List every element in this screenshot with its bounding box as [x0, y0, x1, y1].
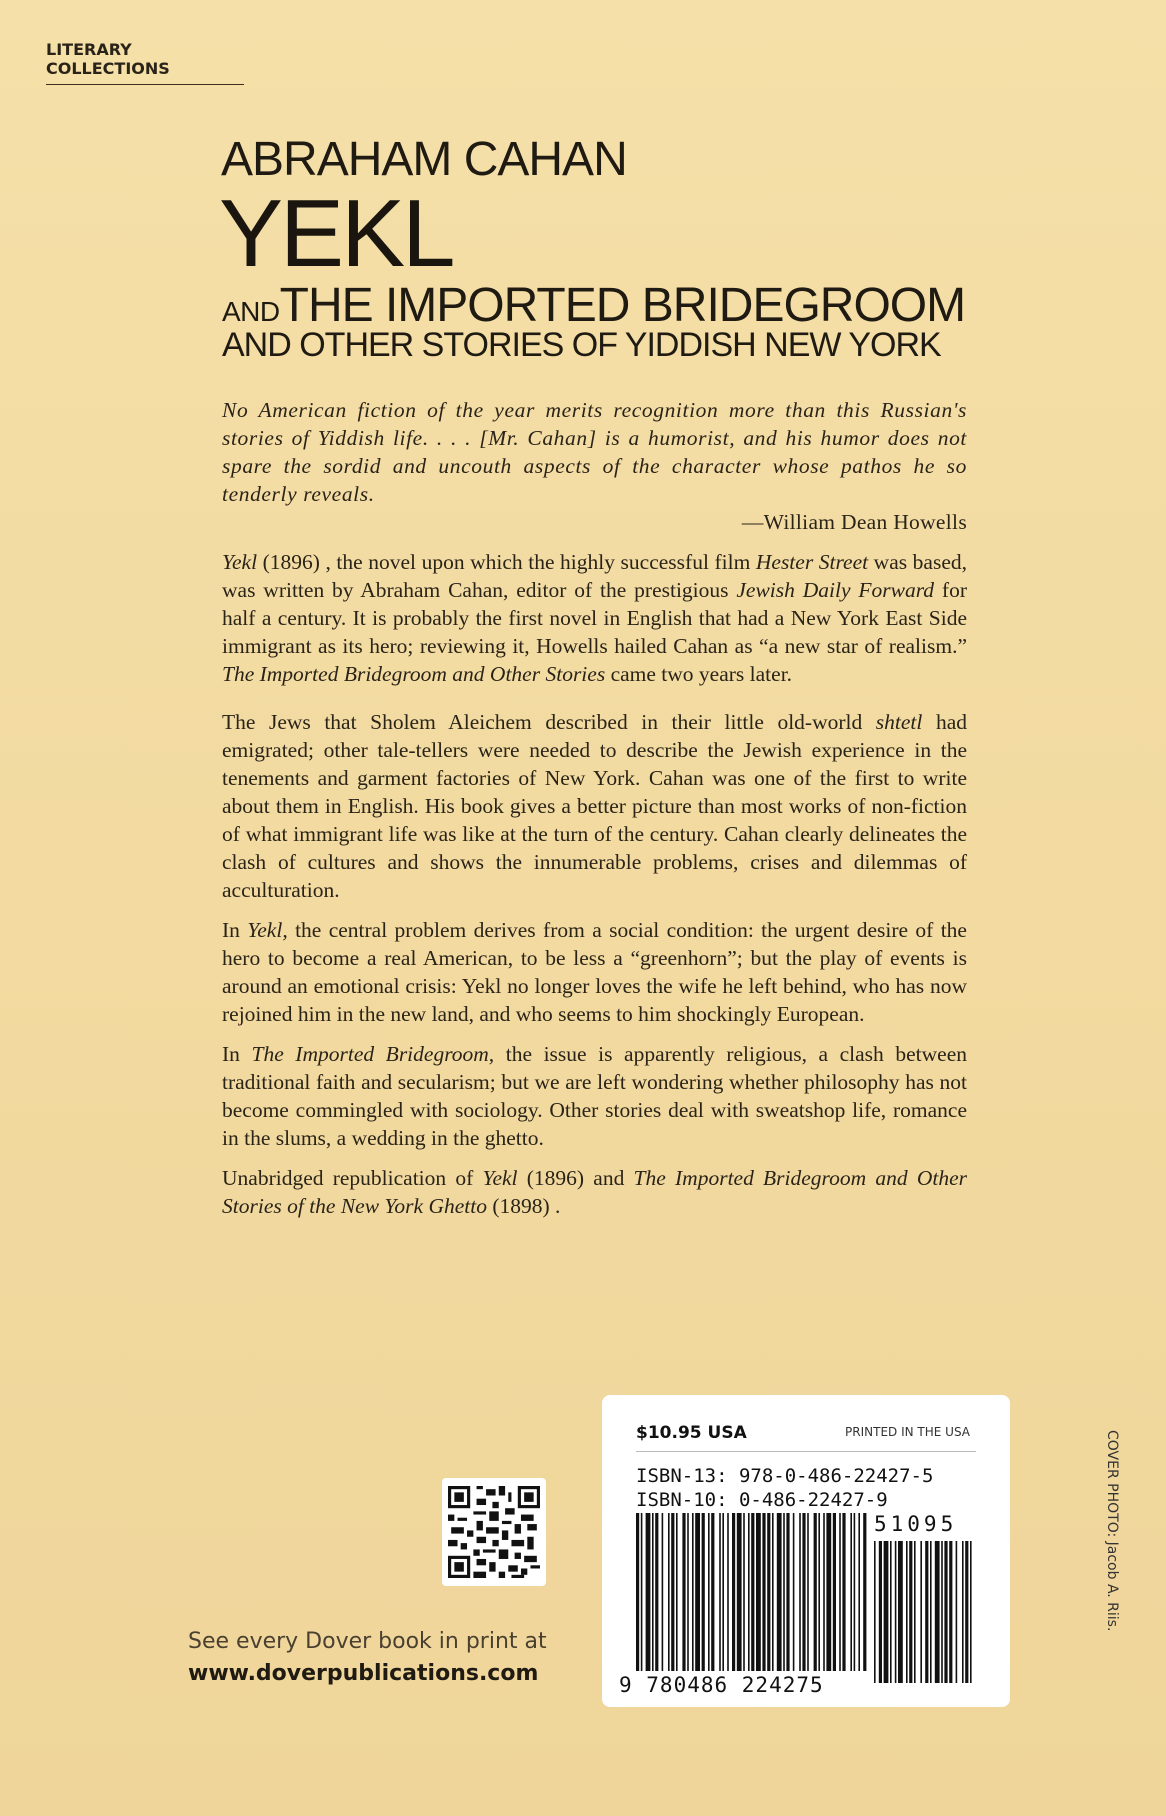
- paragraph-2: [222, 708, 967, 904]
- p5-t4: The Imported Bridegroom and Other Stories of the New York Ghetto: [222, 1166, 967, 1218]
- promo-line: See every Dover book in print at: [188, 1629, 547, 1654]
- barcode-digits: 9 780486 224275: [619, 1673, 824, 1697]
- review-quote: No American fiction of the year merits recognition more than this Russian's stories of Yiddish life. . . . [Mr. Cahan] is a humorist, and his humor does not spare the sordid and uncouth aspects of the character whose pathos he so tenderly reveals.: [222, 398, 967, 506]
- p4-t3: the issue is apparently religious, a clash between traditional faith and secularism; but we are left wondering whether philosophy has not become commingled with sociology. Other stories deal with sweatshop life, romance in the slums, a wedding in the ghetto.: [222, 1042, 967, 1150]
- category-label: LITERARY COLLECTIONS: [46, 40, 244, 85]
- paragraph-4: [222, 1040, 967, 1152]
- p5-t5: (1898) .: [486, 1194, 561, 1218]
- back-cover-copy: [222, 396, 967, 1232]
- p2-t3: had emigrated; other tale-tellers were needed to describe the Jewish experience in the tenements and garment factories of New York. Cahan was one of the first to write about them in English. His book gives a better picture than most works of non-fiction of what immigrant life was like at the turn of the century. Cahan clearly delineates the clash of cultures and shows the innumerable problems, crises and dilemmas of acculturation.: [222, 710, 967, 902]
- paragraph-5: [222, 1164, 967, 1220]
- p1-t8: came two years later.: [605, 662, 793, 686]
- p4-t1: In: [222, 1042, 252, 1066]
- quote-attribution: —William Dean Howells: [741, 510, 967, 534]
- qr-code-icon: [448, 1486, 540, 1578]
- p2-t2: shtetl: [875, 710, 923, 734]
- isbn-13: ISBN-13: 978-0-486-22427-5: [636, 1465, 934, 1487]
- title-line2-text: THE IMPORTED BRIDEGROOM: [279, 279, 966, 332]
- barcode-divider: [636, 1451, 976, 1452]
- qr-code: [442, 1478, 546, 1586]
- p4-t2: The Imported Bridegroom,: [251, 1042, 495, 1066]
- p5-t2: Yekl: [482, 1166, 518, 1190]
- title-and-word: AND: [222, 296, 280, 327]
- barcode-panel: [602, 1395, 1010, 1707]
- isbn-10: ISBN-10: 0-486-22427-9: [636, 1489, 888, 1511]
- dover-promo: [188, 1626, 547, 1690]
- p3-t3: the central problem derives from a social condition: the urgent desire of the hero to become a real American, to be less a “greenhorn”; but the play of events is around an emotional crisis: Yekl no longer loves the wife he left behind, who has now rejoined him in the new land, and who seems to him shockingly European.: [222, 918, 967, 1026]
- p1-t4: was based, was written by Abraham Cahan, editor of the prestigious: [222, 550, 967, 602]
- author-name: ABRAHAM CAHAN: [221, 133, 627, 186]
- printed-in-label: PRINTED IN THE USA: [845, 1425, 970, 1439]
- p1-t5: Jewish Daily Forward: [736, 578, 935, 602]
- dover-url-link[interactable]: www.doverpublications.com: [188, 1661, 539, 1686]
- p1-t3: Hester Street: [755, 550, 869, 574]
- p5-t3: (1896) and: [517, 1166, 634, 1190]
- p3-t2: Yekl,: [247, 918, 288, 942]
- p1-t7: The Imported Bridegroom and Other Stories: [222, 662, 606, 686]
- photo-credit: COVER PHOTO: Jacob A. Riis.: [1104, 1430, 1120, 1632]
- book-title-line2: [222, 278, 965, 333]
- p1-t1: Yekl: [222, 550, 258, 574]
- paragraph-1: [222, 548, 967, 688]
- price-label: $10.95 USA: [636, 1423, 747, 1443]
- p2-t1: The Jews that Sholem Aleichem described in their little old-world: [222, 710, 876, 734]
- book-subtitle: AND OTHER STORIES OF YIDDISH NEW YORK: [222, 326, 941, 364]
- paragraph-3: [222, 916, 967, 1028]
- p3-t1: In: [222, 918, 248, 942]
- p1-t2: (1896) , the novel upon which the highly successful film: [257, 550, 756, 574]
- barcode-icon: [636, 1513, 976, 1683]
- p5-t1: Unabridged republication of: [222, 1166, 483, 1190]
- book-title: YEKL: [219, 180, 453, 287]
- price-code: 51095: [874, 1512, 958, 1536]
- p1-t6: for half a century. It is probably the first novel in English that had a New York East Side immigrant as its hero; reviewing it, Howells hailed Cahan as “a new star of realism.”: [222, 578, 967, 658]
